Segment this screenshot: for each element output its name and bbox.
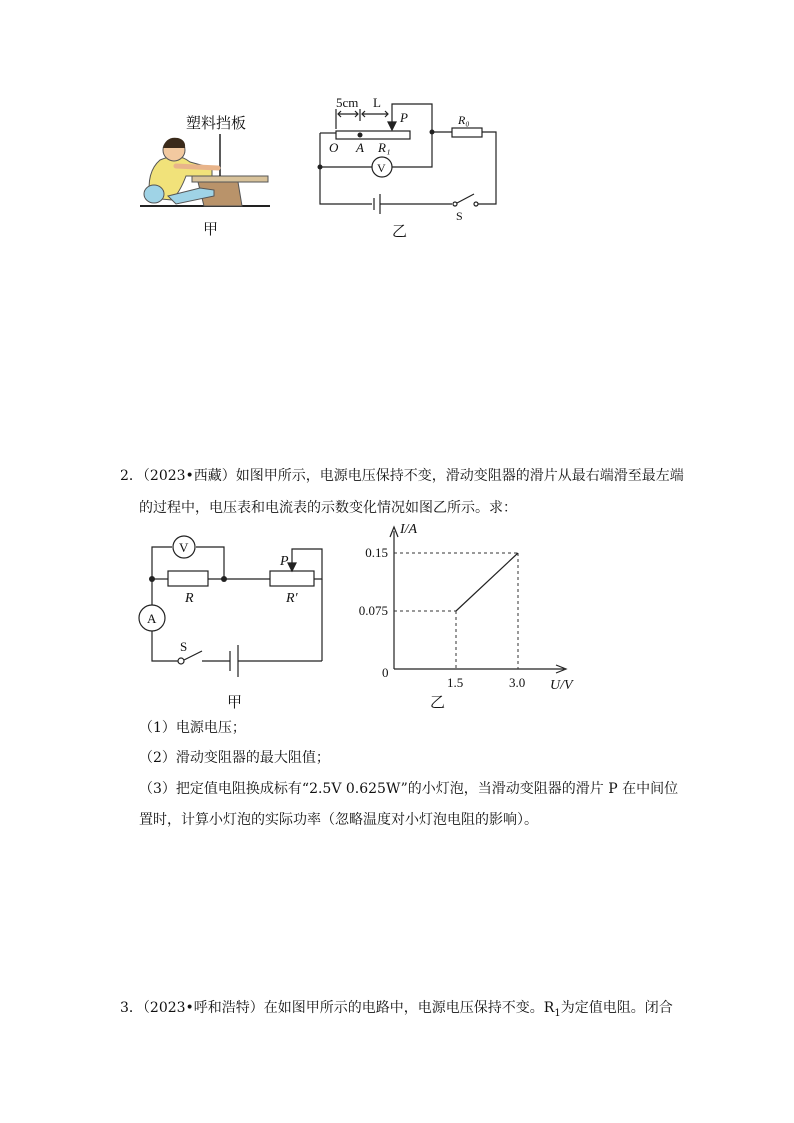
graph-x-tick-label: 3.0 [509, 675, 526, 690]
graph-caption: 乙 [430, 693, 446, 711]
graph-y-tick-label: 0.075 [358, 603, 388, 618]
voltmeter-label: V [377, 161, 386, 175]
q2-label-rp: R′ [286, 591, 298, 606]
q2-voltmeter-label: V [179, 540, 189, 555]
q3-line-1 [120, 998, 673, 1024]
q3-line-1-b: 为定值电阻。闭合 [560, 1000, 673, 1016]
graph-series [456, 553, 518, 611]
q2-graph [350, 515, 590, 715]
figure-1 [0, 0, 794, 250]
graph-x-tick-label: 1.5 [447, 675, 464, 690]
q2-node-left [149, 576, 155, 582]
q3-line-1-a: 3．（2023•呼和浩特）在如图甲所示的电路中，电源电压保持不变。R [120, 1000, 555, 1016]
q2-sub-2: （2）滑动变阻器的最大阻值； [139, 750, 330, 766]
q2-sub-3-line-2: 置时，计算小灯泡的实际功率（忽略温度对小灯泡电阻的影响）。 [139, 812, 538, 828]
figure-1-caption-jia: 甲 [203, 220, 219, 238]
circuit-yi [320, 104, 496, 214]
graph-origin-label: 0 [382, 665, 389, 680]
q2-sub-3-line-1: （3）把定值电阻换成标有“2.5V 0.625W”的小灯泡，当滑动变阻器的滑片 P 在中间位 [139, 781, 679, 797]
label-l: L [373, 95, 381, 110]
label-p: P [400, 110, 408, 125]
node-dot-left [318, 165, 323, 170]
label-r1: R₁ [378, 140, 391, 155]
graph-axes [390, 527, 566, 673]
q2-label-s: S [180, 639, 188, 654]
q2-circuit-caption: 甲 [227, 693, 243, 711]
plastic-plate-label: 塑料挡板 [186, 114, 247, 132]
graph-y-axis-label: I/A [400, 522, 418, 537]
graph-y-tick-label: 0.15 [365, 545, 388, 560]
q2-sub-1: （1）电源电压； [139, 720, 246, 736]
q2-line-1: 2．（2023•西藏）如图甲所示，电源电压保持不变，滑动变阻器的滑片从最右端滑至最左端 [120, 468, 684, 484]
q2-ammeter-label: A [147, 611, 157, 626]
node-dot [430, 130, 435, 135]
sit-and-reach-illustration [140, 134, 270, 206]
q2-label-r: R [185, 591, 194, 606]
graph-series-line [456, 553, 518, 611]
label-5cm: 5cm [336, 95, 359, 110]
q2-circuit [130, 525, 340, 715]
label-o: O [329, 140, 339, 155]
q2-line-2: 的过程中，电压表和电流表的示数变化情况如图乙所示。求： [139, 500, 517, 516]
q2-node-mid [221, 576, 227, 582]
label-a: A [356, 140, 364, 155]
label-s: S [456, 209, 463, 223]
q2-label-p: P [280, 554, 289, 569]
point-a-dot [358, 133, 363, 138]
label-r0: R₀ [458, 113, 470, 127]
figure-1-caption-yi: 乙 [392, 222, 408, 240]
graph-x-axis-label: U/V [550, 678, 573, 693]
q3-line-1-sub: 1 [554, 1007, 561, 1019]
